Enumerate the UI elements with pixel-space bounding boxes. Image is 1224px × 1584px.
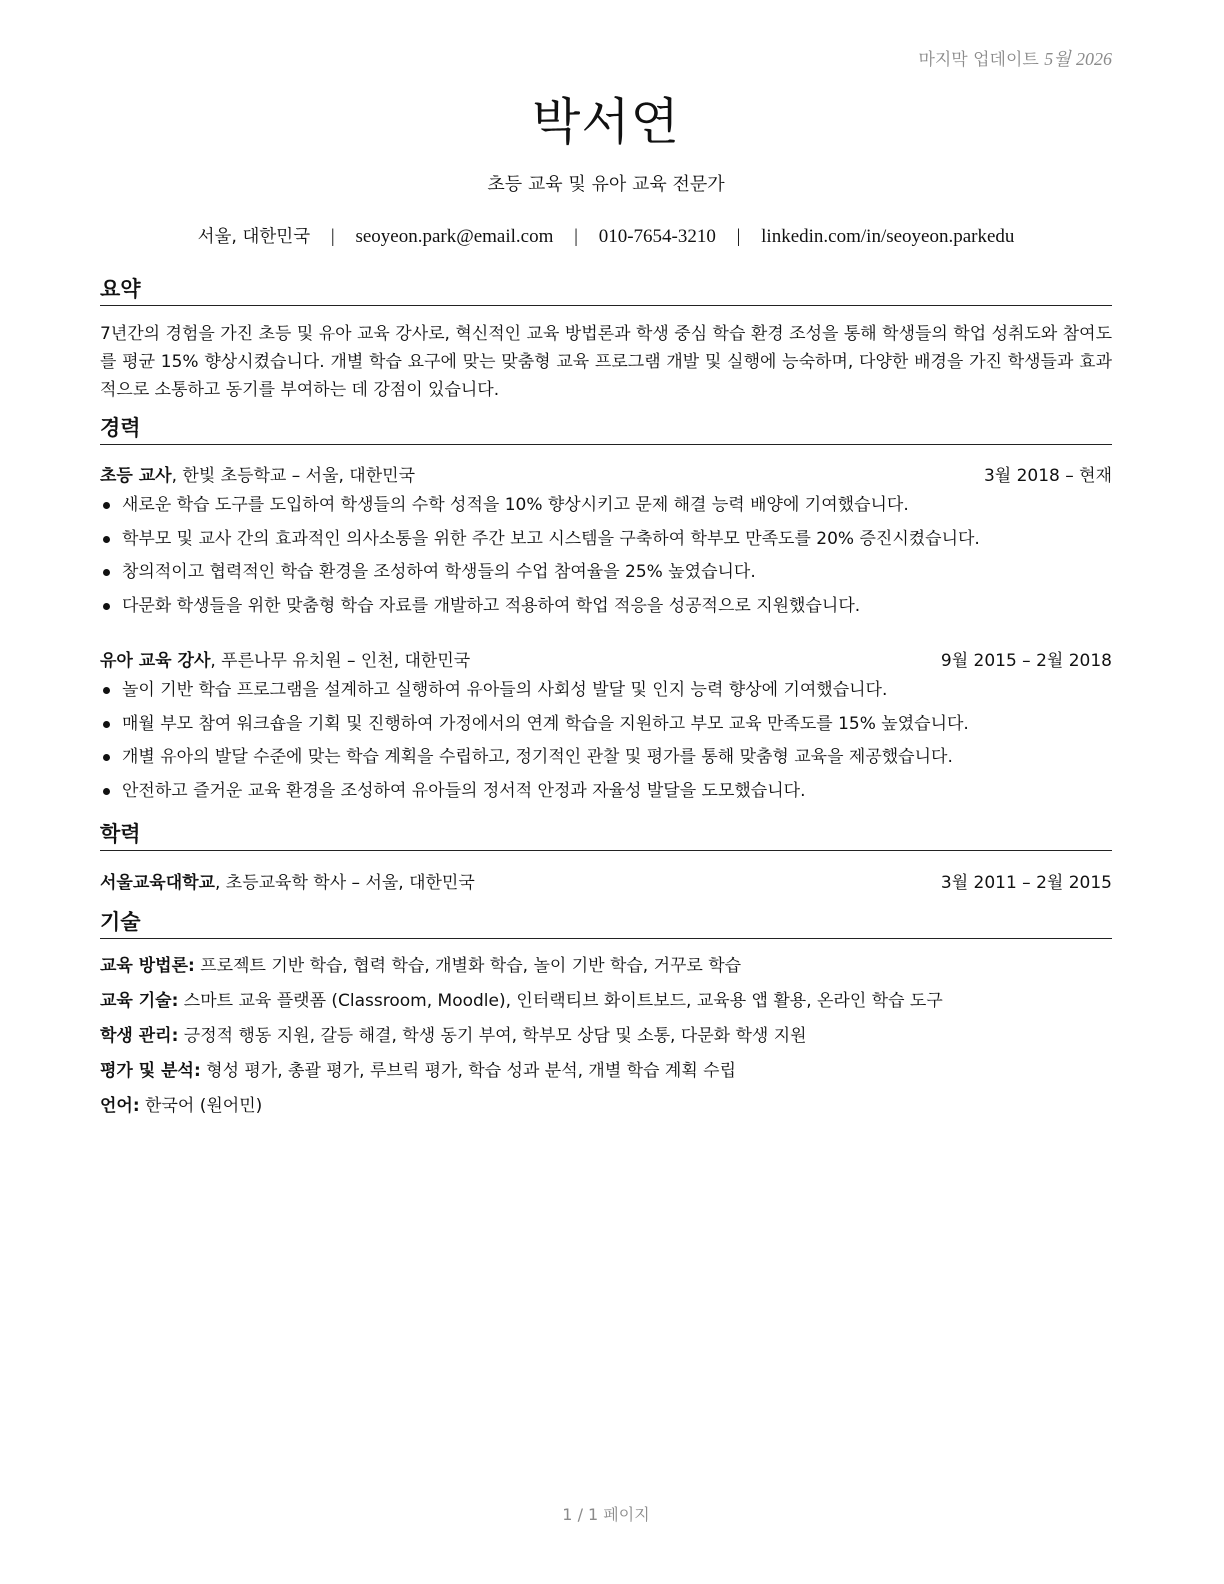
- section-heading-skills: 기술: [100, 910, 1112, 939]
- skill-label: 평가 및 분석:: [100, 1061, 201, 1081]
- job-header: [100, 461, 1112, 487]
- contact-line: [100, 223, 1112, 248]
- job-organization: , 푸른나무 유치원 – 인천, 대한민국: [210, 651, 471, 671]
- job-dates: 3월 2018 – 현재: [983, 466, 1112, 486]
- job-bullet-list: [100, 492, 1112, 626]
- list-item: 학부모 및 교사 간의 효과적인 의사소통을 위한 주간 보고 시스템을 구축하여 학부모 만족도를 20% 증진시켰습니다.: [100, 526, 1112, 560]
- job-title: 유아 교육 강사: [100, 651, 211, 671]
- job-organization: , 한빛 초등학교 – 서울, 대한민국: [171, 466, 415, 486]
- education-entry: [100, 868, 1112, 894]
- contact-location: 서울, 대한민국: [197, 227, 311, 247]
- skill-value: 형성 평가, 총괄 평가, 루브릭 평가, 학습 성과 분석, 개별 학습 계획 수립: [200, 1061, 737, 1081]
- last-updated-month: 5월: [1044, 49, 1071, 69]
- education-school: 서울교육대학교: [100, 873, 215, 893]
- contact-separator: |: [736, 226, 741, 247]
- skill-row: [100, 1058, 1112, 1093]
- section-heading-education: 학력: [100, 822, 1112, 851]
- list-item: 개별 유아의 발달 수준에 맞는 학습 계획을 수립하고, 정기적인 관찰 및 평가를 통해 맞춤형 교육을 제공했습니다.: [100, 744, 1112, 778]
- skill-row: [100, 1093, 1112, 1128]
- skill-value: 프로젝트 기반 학습, 협력 학습, 개별화 학습, 놀이 기반 학습, 거꾸로 학습: [194, 956, 742, 976]
- skill-row: [100, 988, 1112, 1023]
- resume-page: [100, 0, 1112, 1584]
- job-bullet-list: [100, 677, 1112, 811]
- list-item: 매월 부모 참여 워크숍을 기획 및 진행하여 가정에서의 연계 학습을 지원하고 부모 교육 만족도를 15% 높였습니다.: [100, 711, 1112, 745]
- person-name: 박서연: [532, 93, 680, 151]
- job-title: 초등 교사: [100, 466, 172, 486]
- section-heading-experience: 경력: [100, 416, 1112, 445]
- contact-phone: 010-7654-3210: [598, 226, 716, 247]
- contact-email[interactable]: seoyeon.park@email.com: [355, 226, 554, 247]
- list-item: 다문화 학생들을 위한 맞춤형 학습 자료를 개발하고 적용하여 학업 적응을 성공적으로 지원했습니다.: [100, 593, 1112, 627]
- last-updated-label: 마지막 업데이트: [918, 50, 1039, 70]
- education-degree: , 초등교육학 학사 – 서울, 대한민국: [214, 873, 475, 893]
- education-dates: 3월 2011 – 2월 2015: [940, 873, 1112, 893]
- contact-linkedin[interactable]: linkedin.com/in/seoyeon.parkedu: [761, 226, 1015, 247]
- skill-label: 교육 기술:: [100, 991, 179, 1011]
- list-item: 안전하고 즐거운 교육 환경을 조성하여 유아들의 정서적 안정과 자율성 발달을 도모했습니다.: [100, 778, 1112, 812]
- summary-text: 7년간의 경험을 가진 초등 및 유아 교육 강사로, 혁신적인 교육 방법론과 학생 중심 학습 환경 조성을 통해 학생들의 학업 성취도와 참여도를 평균 15% 향상시켰습니다. 개별 학습 요구에 맞는 맞춤형 교육 프로그램 개발 및 실행에 능숙하며, 다양한 배경을 가진 학생들과 효과적으로 소통하고 동기를 부여하는 데 강점이 있습니다.: [100, 324, 1112, 400]
- last-updated-year: 2026: [1076, 49, 1112, 69]
- contact-separator: |: [330, 226, 335, 247]
- list-item: 놀이 기반 학습 프로그램을 설계하고 실행하여 유아들의 사회성 발달 및 인지 능력 향상에 기여했습니다.: [100, 677, 1112, 711]
- job-header: [100, 646, 1112, 672]
- skill-value: 한국어 (원어민): [139, 1096, 263, 1116]
- page-number: 1 / 1 페이지: [562, 1505, 650, 1524]
- skill-label: 교육 방법론:: [100, 956, 195, 976]
- job-dates: 9월 2015 – 2월 2018: [940, 651, 1112, 671]
- skill-row: [100, 953, 1112, 988]
- skill-value: 긍정적 행동 지원, 갈등 해결, 학생 동기 부여, 학부모 상담 및 소통, 다문화 학생 지원: [178, 1026, 807, 1046]
- list-item: 새로운 학습 도구를 도입하여 학생들의 수학 성적을 10% 향상시키고 문제 해결 능력 배양에 기여했습니다.: [100, 492, 1112, 526]
- skill-label: 언어:: [100, 1096, 140, 1116]
- skill-row: [100, 1023, 1112, 1058]
- skill-value: 스마트 교육 플랫폼 (Classroom, Moodle), 인터랙티브 화이트보드, 교육용 앱 활용, 온라인 학습 도구: [178, 991, 943, 1011]
- skills-list: [100, 953, 1112, 1128]
- person-subtitle: 초등 교육 및 유아 교육 전문가: [487, 174, 725, 195]
- last-updated: [918, 45, 1112, 71]
- skill-label: 학생 관리:: [100, 1026, 179, 1046]
- contact-separator: |: [574, 226, 578, 247]
- list-item: 창의적이고 협력적인 학습 환경을 조성하여 학생들의 수업 참여율을 25% 높였습니다.: [100, 559, 1112, 593]
- section-heading-summary: 요약: [100, 277, 1112, 306]
